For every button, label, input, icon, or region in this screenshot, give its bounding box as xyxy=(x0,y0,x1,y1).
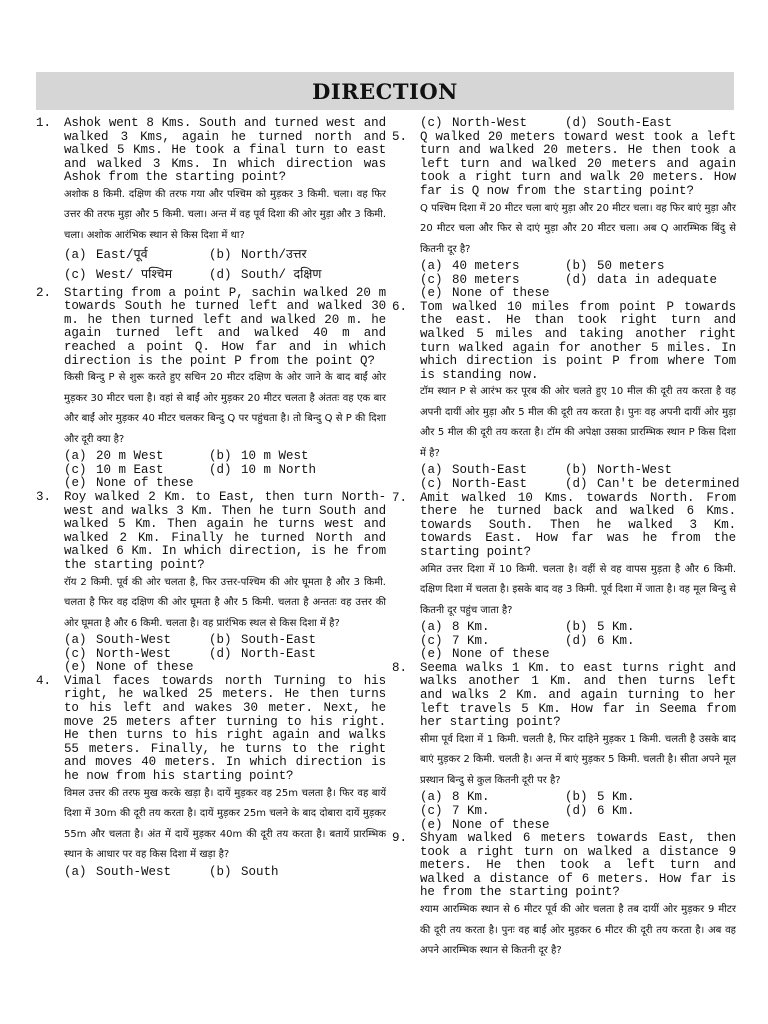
question-text-english: Shyam walked 6 meters towards East, then took a right turn on walked a distance 9 meters. He then took a left turn and walked a distance of 6 meters. How far is he from the starting point? xyxy=(420,831,736,900)
options-list xyxy=(420,463,740,491)
question-text-hindi: अमित उत्तर दिशा में 10 किमी. चलता है। वहीं से वह वापस मुड़ता है और 6 किमी. दक्षिण दिशा में चलता है। इसके बाद वह 3 किमी. पूर्व दिशा में जाता है। वह मूल बिन्दु से कितनी दूर पहुंच जाता है? xyxy=(420,563,736,616)
question-number: 3. xyxy=(36,490,52,504)
question-number: 9. xyxy=(392,831,408,846)
options-list xyxy=(64,634,386,675)
question-text-english: Ashok went 8 Kms. South and turned west and walked 3 Kms, again he turned north and walked 5 Kms. He took a final turn to east and walked 3 Kms. In which direction was Ashok from the starting point? xyxy=(64,116,386,185)
option: (d) data in adequate xyxy=(565,272,718,287)
question-number: 6. xyxy=(392,299,408,314)
options-list xyxy=(420,260,736,301)
option: (d) 6 Km. xyxy=(565,803,635,818)
options-list xyxy=(64,450,386,491)
page-title: DIRECTION xyxy=(312,78,458,104)
options-list xyxy=(64,866,386,880)
continued-options-list xyxy=(420,117,736,131)
option: (d) 6 Km. xyxy=(565,633,635,648)
option: (e) None of these xyxy=(420,647,550,662)
question-text-hindi: टॉम स्थान P से आरंभ कर पूरब की ओर चलते हुए 10 मील की दूरी तय करता है वह अपनी दायीं ओर मुड़ा और 5 मील की दूरी तय करता है। पुनः वह अपनी दायीं ओर मुड़ा और 5 मील की दूरी तय करता है। टॉम की अपेक्षा उसका प्रारम्भिक स्थान P किस दिशा में है? xyxy=(420,386,736,459)
question-text-hindi: किसी बिन्दु P से शुरू करते हुए सचिन 20 मीटर दक्षिण के ओर जाने के बाद बाईं ओर मुड़कर 30 मीटर चला है। वहां से बाईं ओर मुड़कर 20 मीटर चलता है अंततः वह एक बार और बाईं ओर मुड़कर 40 मीटर चलकर बिन्दु Q पर पहुंचता है। तो बिन्दु Q से P की दिशा और दूरी क्या है? xyxy=(64,372,386,445)
options-list xyxy=(64,249,386,282)
question-5 xyxy=(392,131,736,301)
question-text-hindi: विमल उत्तर की तरफ मुख करके खड़ा है। दायें मुड़कर वह 25m चलता है। फिर वह बायें दिशा में 30m की दूरी तय करता है। दायें मुड़कर 25m चलने के बाद दोबारा दायें मुड़कर 55m और चलता है। अंत में दायें मुड़कर 40m की दूरी तय करता है। बतायें प्रारम्भिक स्थान के आधार पर वह किस दिशा में खड़ा है? xyxy=(64,787,386,861)
option: (d) Can't be determined xyxy=(565,477,740,491)
option: (b) 5 Km. xyxy=(565,620,635,635)
option: (c) West/ पश्चिम xyxy=(64,268,173,283)
option: (a) South-West xyxy=(64,633,172,648)
question-text-hindi: रॉय 2 किमी. पूर्व की ओर चलता है, फिर उत्तर-पश्चिम की ओर घूमता है और 3 किमी. चलता है फिर वह दक्षिण की ओर घूमता है और 5 किमी. चलता है अन्ततः वह उत्तर की ओर घूमता है और 6 किमी. चलता है। वह प्रारंभिक स्थल से किस दिशा में है? xyxy=(64,576,386,629)
question-7 xyxy=(392,492,736,662)
question-text-english: Vimal faces towards north Turning to his right, he walked 25 meters. He then turns to his left and wakes 30 meter. Next, he move 25 meters after turning to his right. He then turns to his right again and walks 55 meters. Finally, he turns to the right and moves 40 meters. In which direction is he now from his starting point? xyxy=(64,673,386,783)
option: (c) 10 m East xyxy=(64,462,164,477)
option: (b) South xyxy=(209,864,279,879)
option: (c) North-West xyxy=(64,646,172,661)
option: (b) 50 meters xyxy=(565,259,665,274)
option: (c) 7 Km. xyxy=(420,633,490,648)
question-3 xyxy=(36,491,386,675)
option: (a) 40 meters xyxy=(420,259,520,274)
option: (b) North-West xyxy=(565,463,673,478)
right-column xyxy=(392,116,740,962)
question-number: 1. xyxy=(36,116,52,130)
left-column xyxy=(36,117,386,879)
question-2 xyxy=(36,287,386,491)
option: (d) 10 m North xyxy=(209,462,317,477)
option: (e) None of these xyxy=(420,817,550,832)
option: (a) South-East xyxy=(420,463,528,478)
option: (c) 7 Km. xyxy=(420,803,490,818)
question-6 xyxy=(392,299,740,492)
question-8 xyxy=(392,662,736,832)
question-number: 2. xyxy=(36,285,52,300)
option: (a) South-West xyxy=(64,864,172,879)
options-list xyxy=(420,791,736,832)
question-text-english: Q walked 20 meters toward west took a left turn and walked 20 meters. He then took a left turn and walked 20 meters and again took a right turn and walk 20 meters. How far is Q now from the starting point? xyxy=(420,129,736,198)
question-number: 5. xyxy=(392,129,408,144)
option: (b) North/उत्तर xyxy=(209,248,307,263)
title-bar xyxy=(36,72,734,110)
option: (c) 80 meters xyxy=(420,272,520,287)
question-text-hindi: Q पश्चिम दिशा में 20 मीटर चला बाएं मुड़ा और 20 मीटर चला। वह फिर बाएं मुड़ा और 20 मीटर चला और फिर से दाएं मुड़ा और 20 मीटर चला। अब Q आरम्भिक बिंदु से कितनी दूर है? xyxy=(420,202,736,255)
question-4 xyxy=(36,675,386,879)
question-text-english: Tom walked 10 miles from point P towards the east. He than took right turn and walked 5 miles and taking another right turn walked again for another 5 miles. In which direction is point P from where Tom is standing now. xyxy=(420,299,736,382)
question-text-english: Seema walks 1 Km. to east turns right and walks another 1 Km. and then turns left and walks 2 Km. and again turning to her left travels 5 Km. How far in Seema from her starting point? xyxy=(420,660,736,730)
option: (e) None of these xyxy=(64,476,194,491)
option: (e) None of these xyxy=(420,286,550,301)
option: (e) None of these xyxy=(64,660,194,675)
question-text-hindi: अशोक 8 किमी. दक्षिण की तरफ गया और पश्चिम को मुड़कर 3 किमी. चला। वह फिर उत्तर की तरफ मुड़ा और 5 किमी. चला। अन्त में वह पूर्व दिशा की ओर मुड़ा और 3 किमी. चला। अशोक आरंभिक स्थान से किस दिशा में था? xyxy=(64,188,386,241)
question-number: 7. xyxy=(392,490,408,505)
question-number: 4. xyxy=(36,673,52,688)
option: (a) 20 m West xyxy=(64,449,164,464)
question-text-english: Starting from a point P, sachin walked 20 m towards South he turned left and walked 30 m. he then turned left and walked 20 m. he again turned left and walked 40 m and reached a point Q. How far and in which direction is the point P from the point Q? xyxy=(64,285,386,368)
option: (a) 8 Km. xyxy=(420,620,490,635)
option: (d) North-East xyxy=(209,646,317,661)
option: (a) 8 Km. xyxy=(420,790,490,805)
question-text-english: Amit walked 10 Kms. towards North. From there he turned back and walked 6 Kms. towards South. Then he walked 3 Km. towards East. How far was he from the starting point? xyxy=(420,490,736,559)
question-text-hindi: श्याम आरम्भिक स्थान से 6 मीटर पूर्व की ओर चलता है तब दायीं ओर मुड़कर 9 मीटर की दूरी तय करता है। पुनः वह बाईं ओर मुड़कर 6 मीटर की दूरी तय करता है। अब वह अपने आरम्भिक स्थान से कितनी दूर है? xyxy=(420,904,736,957)
question-number: 8. xyxy=(392,660,408,675)
option: (b) 5 Km. xyxy=(565,790,635,805)
options-list xyxy=(420,621,736,662)
question-9 xyxy=(392,832,736,961)
option: (c) North-East xyxy=(420,477,528,491)
question-text-hindi: सीमा पूर्व दिशा में 1 किमी. चलती है, फिर दाहिने मुड़कर 1 किमी. चलती है उसके बाद बाएं मुड़कर 2 किमी. चलती है। अन्त में बाएं मुड़कर 5 किमी. चलती है। सीता अपने मूल प्रस्थान बिन्दु से कुल कितनी दूरी पर है? xyxy=(420,733,736,786)
question-1 xyxy=(36,117,386,283)
option: (d) South-East xyxy=(565,116,673,130)
option: (b) 10 m West xyxy=(209,449,309,464)
option: (b) South-East xyxy=(209,633,317,648)
option: (a) East/पूर्व xyxy=(64,248,148,263)
option: (c) North-West xyxy=(420,116,528,130)
option: (d) South/ दक्षिण xyxy=(209,268,322,283)
question-text-english: Roy walked 2 Km. to East, then turn North-west and walks 3 Km. Then he turn South and walked 5 Km. Then again he turns west and walked 2 Km. Finally he turned North and walked 6 Km. In which direction, is he from the starting point? xyxy=(64,490,386,572)
